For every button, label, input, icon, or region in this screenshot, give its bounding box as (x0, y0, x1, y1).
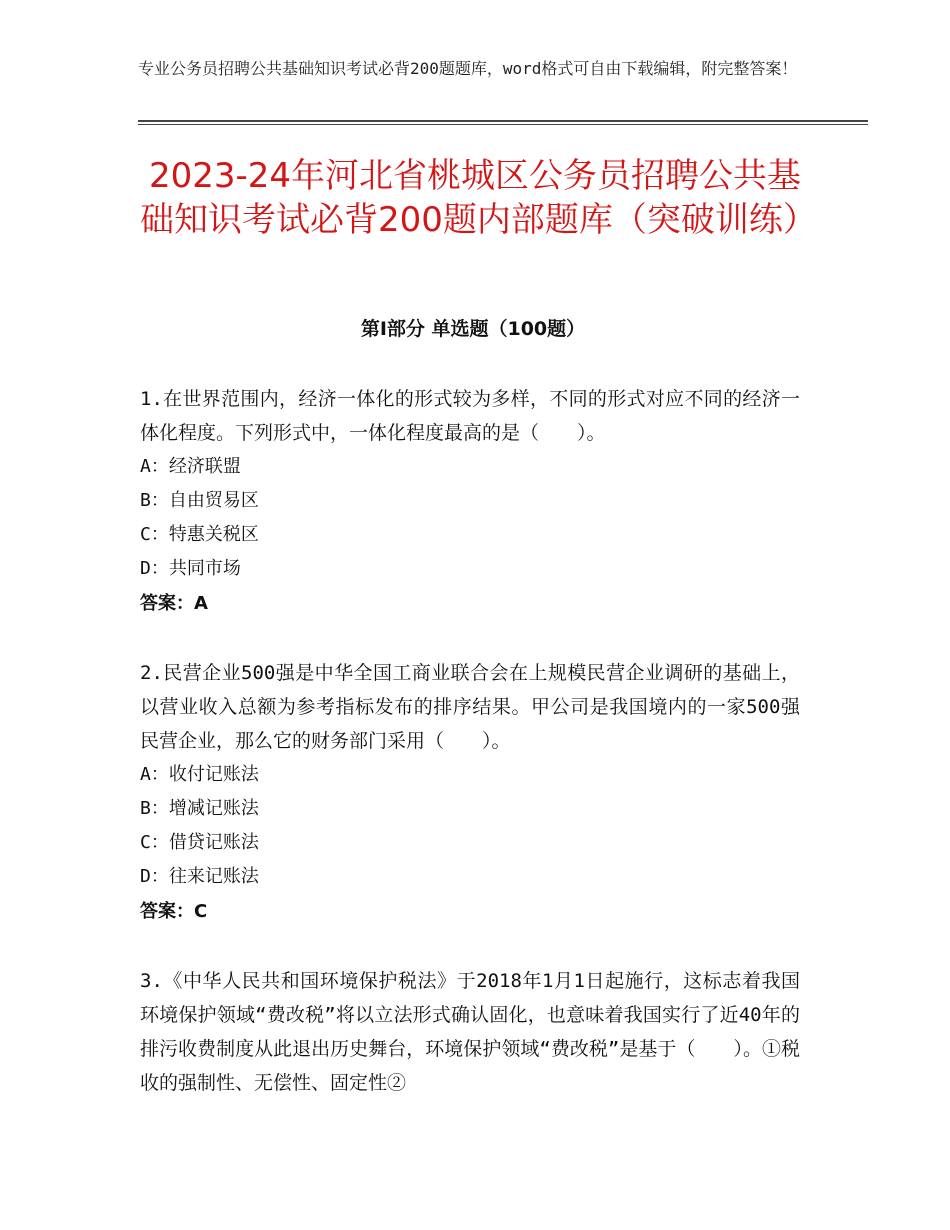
answer-line (140, 894, 800, 930)
answer-value: C (194, 901, 208, 922)
option-c: C：特惠关税区 (140, 524, 259, 545)
question-text: 3.《中华人民共和国环境保护税法》于2018年1月1日起施行，这标志着我国环境保护领域“费改税”将以立法形式确认固化，也意味着我国实行了近40年的排污收费制度从此退出历史舞台，环境保护领域“费改税”是基于（ ）。①税收的强制性、无偿性、固定性② (140, 970, 800, 1094)
option-c: C：借贷记账法 (140, 832, 259, 853)
answer-value: A (194, 593, 208, 614)
question-text: 2.民营企业500强是中华全国工商业联合会在上规模民营企业调研的基础上，以营业收入总额为参考指标发布的排序结果。甲公司是我国境内的一家500强民营企业，那么它的财务部门采用（ ）。 (140, 662, 800, 752)
header-rule-thick (138, 120, 868, 122)
question-1 (140, 382, 800, 622)
document-title: 2023-24年河北省桃城区公务员招聘公共基础知识考试必背200题内部题库（突破训练） (140, 156, 817, 240)
header-rule-thin (138, 124, 868, 125)
header-note: 专业公务员招聘公共基础知识考试必背200题题库，word格式可自由下载编辑，附完整答案！ (138, 59, 798, 78)
question-2 (140, 656, 800, 930)
option-d: D：往来记账法 (140, 866, 259, 887)
option-b: B：增减记账法 (140, 798, 259, 819)
option-a: A：收付记账法 (140, 764, 259, 785)
question-list (140, 382, 800, 1134)
option-b: B：自由贸易区 (140, 490, 259, 511)
option-a: A：经济联盟 (140, 456, 241, 477)
answer-label: 答案： (140, 901, 194, 922)
question-text: 1.在世界范围内，经济一体化的形式较为多样，不同的形式对应不同的经济一体化程度。下列形式中，一体化程度最高的是（ ）。 (140, 388, 800, 444)
question-3 (140, 964, 800, 1100)
option-d: D：共同市场 (140, 558, 241, 579)
answer-label: 答案： (140, 593, 194, 614)
section-heading: 第Ⅰ部分 单选题（100题） (360, 318, 586, 340)
answer-line (140, 586, 800, 622)
